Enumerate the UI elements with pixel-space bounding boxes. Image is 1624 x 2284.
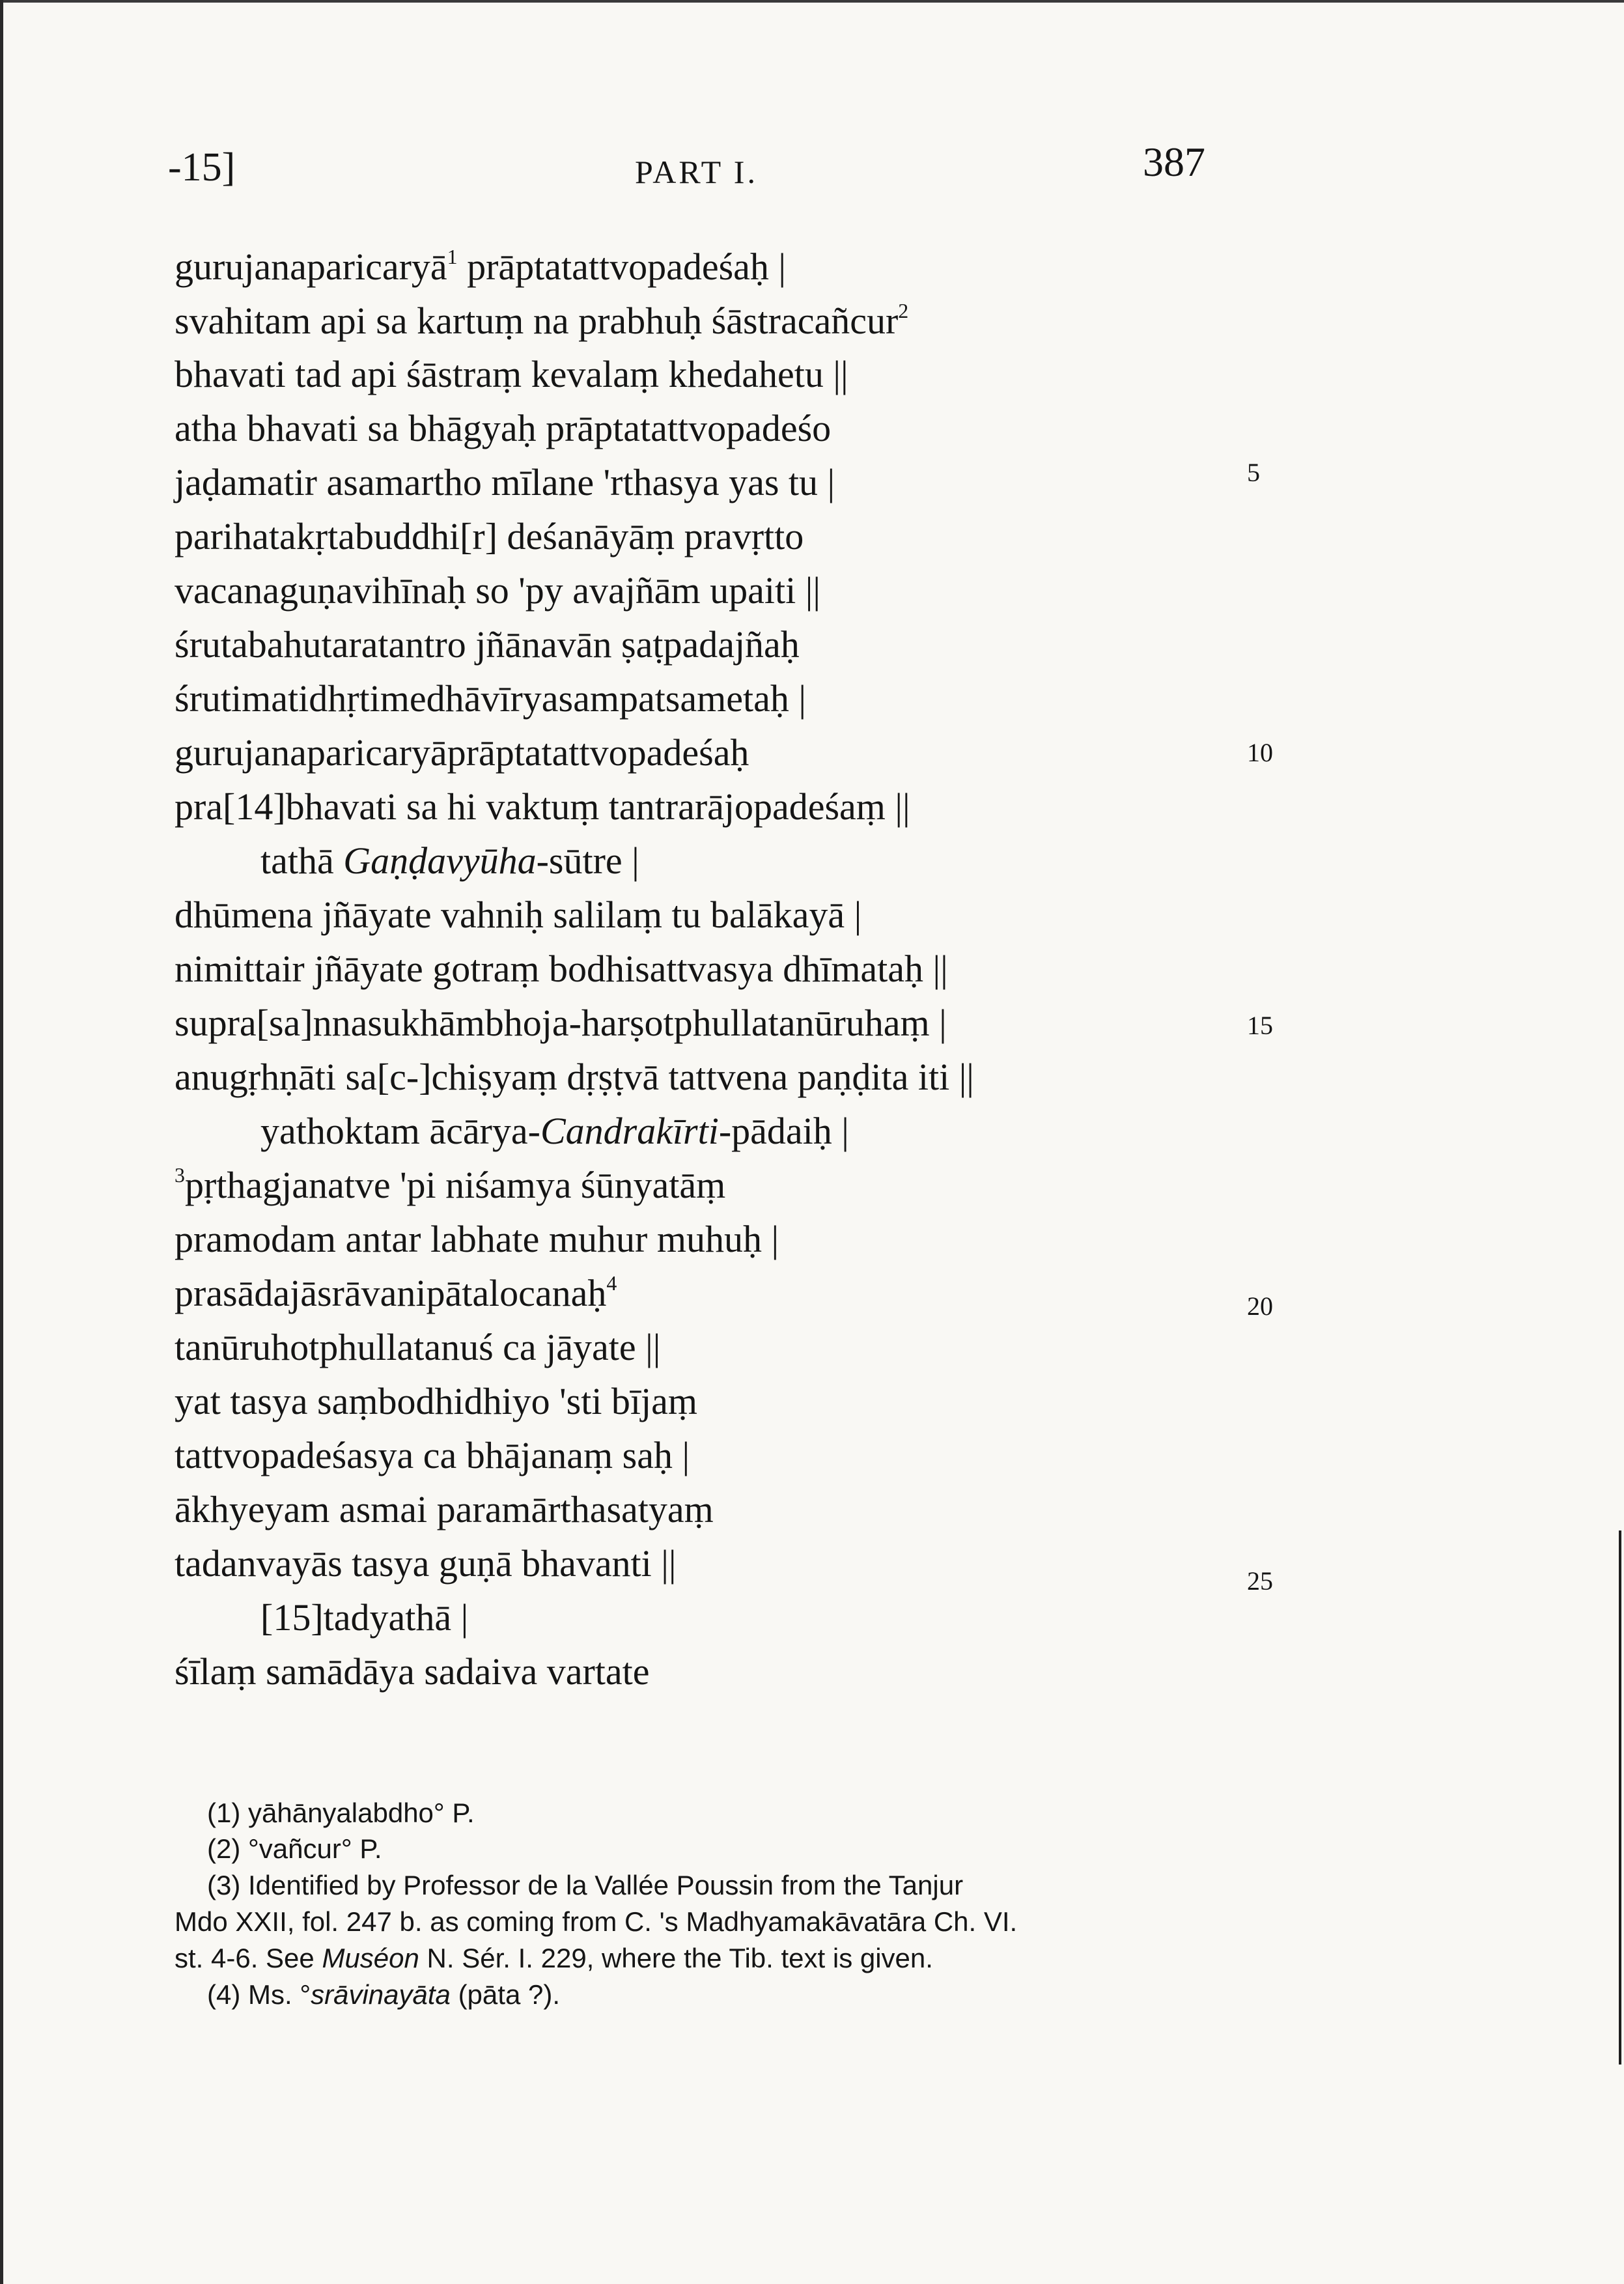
line-number: 10 <box>1247 738 1273 767</box>
line-number: 20 <box>1247 1291 1273 1321</box>
text-line: vacanaguṇavihīnaḥ so 'py avajñām upaiti || <box>175 569 820 612</box>
text-line: parihatakṛtabuddhi[r] deśanāyāṃ pravṛtto <box>175 515 804 557</box>
footnote: Mdo XXII, fol. 247 b. as coming from C. 's Madhyamakāvatāra Ch. VI. <box>175 1906 1018 1937</box>
section-marker: -15] <box>168 145 236 190</box>
footnote: (2) °vañcur° P. <box>207 1833 382 1864</box>
text-line: supra[sa]nnasukhāmbhoja-harṣotphullatanūruhaṃ | <box>175 1002 947 1044</box>
text-line: pra[14]bhavati sa hi vaktuṃ tantrarājopadeśaṃ || <box>175 785 910 828</box>
line-number: 15 <box>1247 1011 1273 1040</box>
footnote: (3) Identified by Professor de la Vallée Poussin from the Tanjur <box>207 1870 964 1900</box>
text-line: svahitam api sa kartuṃ na prabhuḥ śāstracañcur$^2$ <box>175 300 909 342</box>
running-header: PART I. <box>635 154 758 190</box>
text-line: [15]tadyathā | <box>260 1596 469 1639</box>
text-line: yat tasya saṃbodhidhiyo 'sti bījaṃ <box>175 1380 698 1422</box>
page-right-edge-mark <box>1619 1530 1621 2065</box>
text-line: gurujanaparicaryāprāptatattvopadeśaḥ <box>175 731 749 774</box>
line-number: 5 <box>1247 458 1260 487</box>
text-line: ākhyeyam asmai paramārthasatyaṃ <box>175 1488 714 1530</box>
text-line: bhavati tad api śāstraṃ kevalaṃ khedahetu || <box>175 353 848 395</box>
text-line: atha bhavati sa bhāgyaḥ prāptatattvopadeśo <box>175 407 832 449</box>
text-line: tadanvayās tasya guṇā bhavanti || <box>175 1542 677 1585</box>
text-line: gurujanaparicaryā$^1$ prāptatattvopadeśaḥ | <box>175 246 787 288</box>
text-line: śrutimatidhṛtimedhāvīryasampatsametaḥ | <box>175 677 806 720</box>
text-line: tattvopadeśasya ca bhājanaṃ saḥ | <box>175 1434 690 1476</box>
text-line: tanūruhotphullatanuś ca jāyate || <box>175 1326 661 1368</box>
page-top-edge <box>0 0 1624 3</box>
text-line: tathā Gaṇḍavyūha-sūtre | <box>260 839 639 882</box>
footnote: (1) yāhānyalabdho° P. <box>207 1798 475 1828</box>
footnote: st. 4-6. See Muséon N. Sér. I. 229, where the Tib. text is given. <box>175 1943 933 1973</box>
line-number: 25 <box>1247 1566 1273 1596</box>
text-line: $^3$pṛthagjanatve 'pi niśamya śūnyatāṃ <box>175 1164 726 1206</box>
text-line: prasādajāsrāvanipātalocanaḥ$^4$ <box>175 1272 617 1314</box>
text-line: dhūmena jñāyate vahniḥ salilaṃ tu balākayā | <box>175 894 862 936</box>
page-number: 387 <box>1143 139 1205 185</box>
footnote: (4) Ms. °srāvinayāta (pāta ?). <box>207 1979 560 2010</box>
page-left-edge <box>0 0 3 2284</box>
text-line: nimittair jñāyate gotraṃ bodhisattvasya dhīmataḥ || <box>175 948 948 990</box>
text-line: pramodam antar labhate muhur muhuḥ | <box>175 1218 779 1260</box>
text-line: jaḍamatir asamartho mīlane 'rthasya yas tu | <box>175 461 835 503</box>
text-line: anugṛhṇāti sa[c-]chiṣyaṃ dṛṣṭvā tattvena paṇḍita iti || <box>175 1056 974 1098</box>
text-line: yathoktam ācārya-Candrakīrti-pādaiḥ | <box>260 1110 849 1152</box>
text-line: śīlaṃ samādāya sadaiva vartate <box>175 1650 650 1693</box>
text-line: śrutabahutaratantro jñānavān ṣaṭpadajñaḥ <box>175 623 800 666</box>
